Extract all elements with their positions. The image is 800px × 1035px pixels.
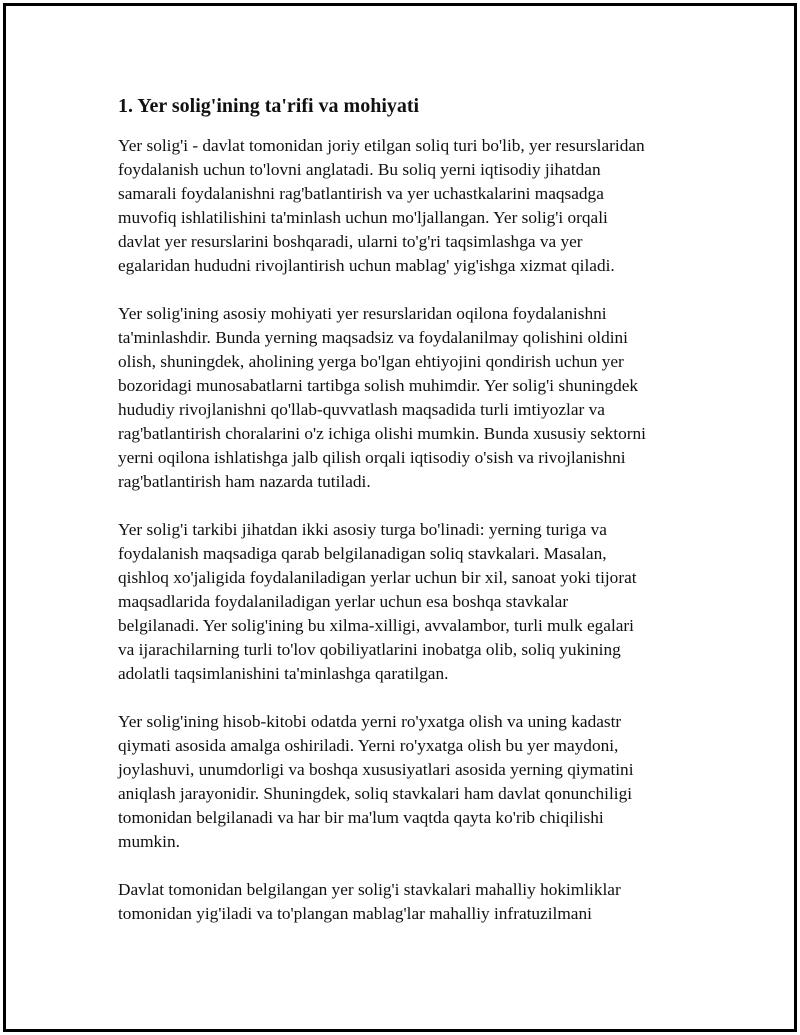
text-line: belgilanadi. Yer solig'ining bu xilma-xilligi, avvalambor, turli mulk egalari bbox=[118, 616, 634, 635]
text-line: tomonidan belgilanadi va har bir ma'lum vaqtda qayta ko'rib chiqilishi bbox=[118, 808, 604, 827]
text-line: foydalanish maqsadiga qarab belgilanadigan soliq stavkalari. Masalan, bbox=[118, 544, 607, 563]
text-line: Yer solig'i tarkibi jihatdan ikki asosiy turga bo'linadi: yerning turiga va bbox=[118, 520, 607, 539]
section-heading: 1. Yer solig'ining ta'rifi va mohiyati bbox=[118, 95, 420, 117]
text-line: yerni oqilona ishlatishga jalb qilish orqali iqtisodiy o'sish va rivojlanishni bbox=[118, 448, 626, 467]
text-line: qishloq xo'jaligida foydalaniladigan yerlar uchun bir xil, sanoat yoki tijorat bbox=[118, 568, 637, 587]
text-line: rag'batlantirish ham nazarda tutiladi. bbox=[118, 472, 371, 491]
text-line: mumkin. bbox=[118, 832, 180, 851]
text-line: rag'batlantirish choralarini o'z ichiga olishi mumkin. Bunda xususiy sektorni bbox=[118, 424, 646, 443]
text-line: Yer solig'ining asosiy mohiyati yer resurslaridan oqilona foydalanishni bbox=[118, 304, 607, 323]
paragraph bbox=[118, 710, 688, 854]
text-line: Davlat tomonidan belgilangan yer solig'i stavkalari mahalliy hokimliklar bbox=[118, 880, 621, 899]
text-line: adolatli taqsimlanishini ta'minlashga qaratilgan. bbox=[118, 664, 449, 683]
text-line: bozoridagi munosabatlarni tartibga solish muhimdir. Yer solig'i shuningdek bbox=[118, 376, 639, 395]
text-line: olish, shuningdek, aholining yerga bo'lgan ehtiyojini qondirish uchun yer bbox=[118, 352, 624, 371]
text-line: ta'minlashdir. Bunda yerning maqsadsiz va foydalanilmay qolishini oldini bbox=[118, 328, 628, 347]
text-line: egalaridan hududni rivojlantirish uchun mablag' yig'ishga xizmat qiladi. bbox=[118, 256, 615, 275]
text-line: muvofiq ishlatilishini ta'minlash uchun mo'ljallangan. Yer solig'i orqali bbox=[118, 208, 608, 227]
text-line: maqsadlarida foydalaniladigan yerlar uchun esa boshqa stavkalar bbox=[118, 592, 569, 611]
text-line: foydalanish uchun to'lovni anglatadi. Bu soliq yerni iqtisodiy jihatdan bbox=[118, 160, 601, 179]
text-line: Yer solig'i - davlat tomonidan joriy etilgan soliq turi bo'lib, yer resurslaridan bbox=[118, 136, 645, 155]
paragraph bbox=[118, 878, 688, 926]
text-line: samarali foydalanishni rag'batlantirish va yer uchastkalarini maqsadga bbox=[118, 184, 604, 203]
text-line: davlat yer resurslarini boshqaradi, ularni to'g'ri taqsimlashga va yer bbox=[118, 232, 583, 251]
text-line: joylashuvi, unumdorligi va boshqa xususiyatlari asosida yerning qiymatini bbox=[118, 760, 634, 779]
text-line: tomonidan yig'iladi va to'plangan mablag'lar mahalliy infratuzilmani bbox=[118, 904, 592, 923]
text-line: hududiy rivojlanishni qo'llab-quvvatlash maqsadida turli imtiyozlar va bbox=[118, 400, 605, 419]
text-line: va ijarachilarning turli to'lov qobiliyatlarini inobatga olib, soliq yukining bbox=[118, 640, 621, 659]
document-body bbox=[118, 92, 688, 950]
text-line: aniqlash jarayonidir. Shuningdek, soliq stavkalari ham davlat qonunchiligi bbox=[118, 784, 633, 803]
text-line: qiymati asosida amalga oshiriladi. Yerni ro'yxatga olish bu yer maydoni, bbox=[118, 736, 619, 755]
paragraph bbox=[118, 302, 688, 494]
paragraph bbox=[118, 134, 688, 278]
paragraph bbox=[118, 518, 688, 686]
text-line: Yer solig'ining hisob-kitobi odatda yerni ro'yxatga olish va uning kadastr bbox=[118, 712, 622, 731]
